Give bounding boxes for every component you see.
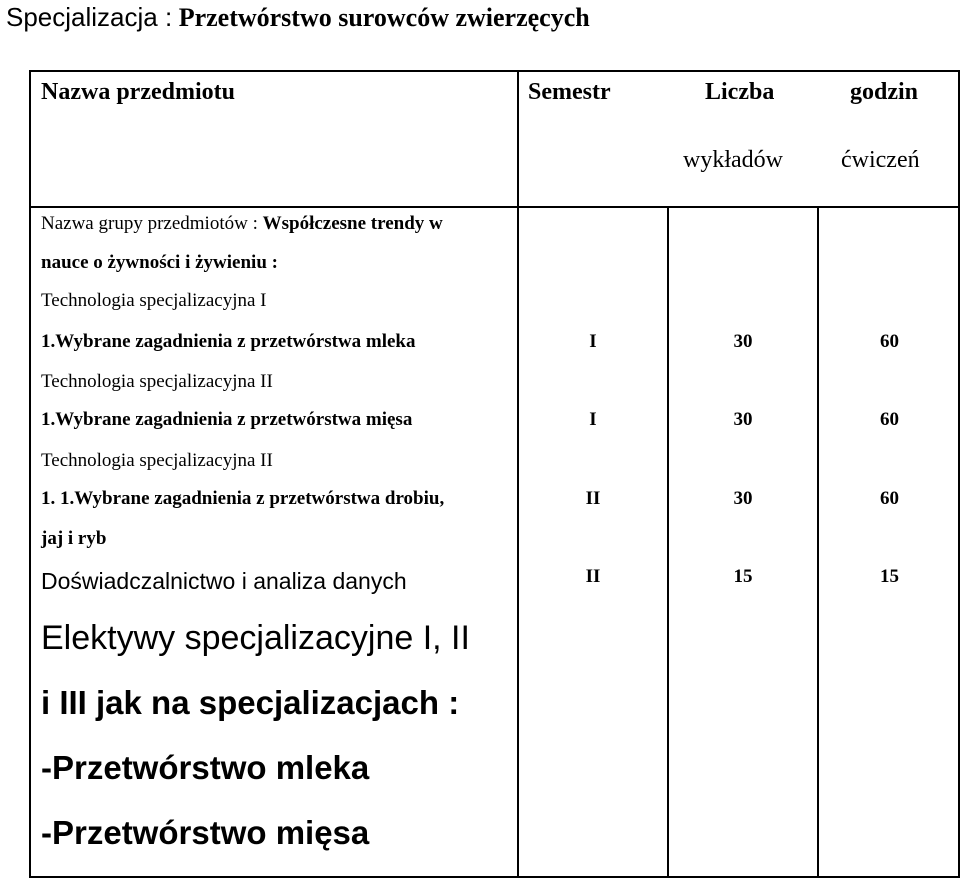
row1-exercises: 60	[880, 331, 899, 352]
experimental-subject: Doświadczalnictwo i analiza danych	[41, 568, 407, 594]
row3-semester: II	[585, 488, 601, 509]
electives-line2: i III jak na specjalizacjach :	[41, 684, 460, 721]
header-subject: Nazwa przedmiotu	[41, 79, 235, 105]
page-title	[6, 0, 590, 35]
row2-exercises: 60	[880, 409, 899, 430]
row1-subject: 1.Wybrane zagadnienia z przetwórstwa mleka	[41, 331, 416, 352]
experimental-lectures: 15	[733, 566, 753, 587]
row1-semester: I	[589, 331, 597, 352]
row3-subject-cont: jaj i ryb	[41, 528, 107, 549]
header-hours-b: godzin	[850, 79, 919, 105]
row3-exercises: 60	[880, 488, 899, 509]
row1-category: Technologia specjalizacyjna I	[41, 290, 267, 311]
row2-semester: I	[589, 409, 597, 430]
row2-lectures: 30	[733, 409, 753, 430]
electives-line3: -Przetwórstwo mleka	[41, 749, 370, 786]
electives-line4: -Przetwórstwo mięsa	[41, 814, 370, 851]
row3-category: Technologia specjalizacyjna II	[41, 450, 273, 471]
title-label: Specjalizacja :	[6, 2, 173, 32]
group-name-line1	[41, 212, 443, 236]
row2-subject: 1.Wybrane zagadnienia z przetwórstwa mięsa	[41, 409, 413, 430]
header-exercises: ćwiczeń	[841, 147, 920, 173]
header-hours-a: Liczba	[705, 79, 775, 105]
experimental-exercises: 15	[880, 566, 899, 587]
group-prefix: Nazwa grupy przedmiotów :	[41, 213, 258, 234]
electives-line1: Elektywy specjalizacyjne I, II	[41, 619, 470, 657]
group-name-line2: nauce o żywności i żywieniu :	[41, 252, 278, 273]
experimental-semester: II	[585, 566, 601, 587]
row3-lectures: 30	[733, 488, 753, 509]
group-name: Współczesne trendy w	[262, 213, 443, 234]
header-divider-line	[29, 206, 960, 208]
column-divider-semester	[517, 70, 519, 878]
header-lectures: wykładów	[683, 147, 783, 173]
header-semester: Semestr	[528, 79, 611, 105]
title-value: Przetwórstwo surowców zwierzęcych	[178, 3, 590, 32]
column-divider-lectures	[667, 206, 669, 878]
row2-category: Technologia specjalizacyjna II	[41, 371, 273, 392]
column-divider-exercises	[817, 206, 819, 878]
row3-subject: 1. 1.Wybrane zagadnienia z przetwórstwa drobiu,	[41, 488, 445, 509]
row1-lectures: 30	[733, 331, 753, 352]
